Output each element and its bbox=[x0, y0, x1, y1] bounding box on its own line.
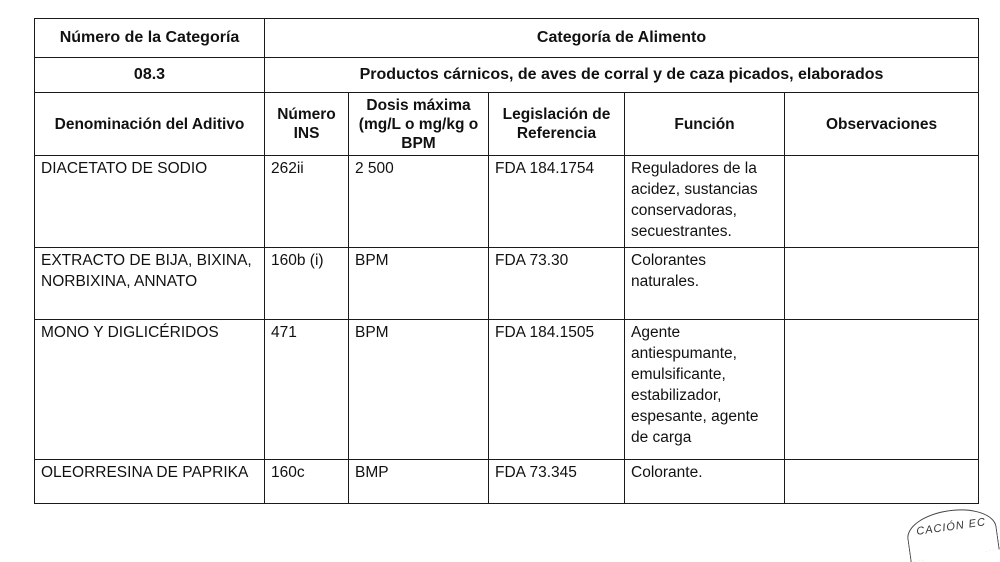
category-row bbox=[35, 58, 979, 93]
col-header-max-dose: Dosis máxima (mg/L o mg/kg o BPM bbox=[349, 93, 489, 156]
reference-legislation: FDA 184.1505 bbox=[489, 320, 625, 460]
additive-name: EXTRACTO DE BIJA, BIXINA, NORBIXINA, ANNATO bbox=[35, 248, 265, 320]
additive-function: Reguladores de la acidez, sustancias conservadoras, secuestrantes. bbox=[625, 156, 785, 248]
reference-legislation: FDA 184.1754 bbox=[489, 156, 625, 248]
additive-name: OLEORRESINA DE PAPRIKA bbox=[35, 460, 265, 504]
max-dose: BMP bbox=[349, 460, 489, 504]
food-category-label: Categoría de Alimento bbox=[265, 19, 979, 58]
additive-function: Agente antiespumante, emulsificante, estabilizador, espesante, agente de carga bbox=[625, 320, 785, 460]
ins-number: 262ii bbox=[265, 156, 349, 248]
max-dose: 2 500 bbox=[349, 156, 489, 248]
additive-function: Colorante. bbox=[625, 460, 785, 504]
additive-observations bbox=[785, 460, 979, 504]
ins-number: 160c bbox=[265, 460, 349, 504]
ins-number: 471 bbox=[265, 320, 349, 460]
col-header-additive-name: Denominación del Aditivo bbox=[35, 93, 265, 156]
table-row bbox=[35, 248, 979, 320]
additive-observations bbox=[785, 156, 979, 248]
col-header-reference-legislation: Legislación de Referencia bbox=[489, 93, 625, 156]
reference-legislation: FDA 73.30 bbox=[489, 248, 625, 320]
table-row bbox=[35, 156, 979, 248]
additive-name: MONO Y DIGLICÉRIDOS bbox=[35, 320, 265, 460]
category-number-label: Número de la Categoría bbox=[35, 19, 265, 58]
col-header-ins-number: Número INS bbox=[265, 93, 349, 156]
additive-function: Colorantes naturales. bbox=[625, 248, 785, 320]
column-header-row bbox=[35, 93, 979, 156]
reference-legislation: FDA 73.345 bbox=[489, 460, 625, 504]
food-additives-table bbox=[34, 18, 979, 504]
table-row bbox=[35, 320, 979, 460]
max-dose: BPM bbox=[349, 320, 489, 460]
col-header-observations: Observaciones bbox=[785, 93, 979, 156]
category-header-row bbox=[35, 19, 979, 58]
additive-observations bbox=[785, 248, 979, 320]
official-stamp: CACIÓN EC bbox=[904, 504, 1000, 562]
category-name: Productos cárnicos, de aves de corral y de caza picados, elaborados bbox=[265, 58, 979, 93]
additive-observations bbox=[785, 320, 979, 460]
col-header-function: Función bbox=[625, 93, 785, 156]
table-row bbox=[35, 460, 979, 504]
additive-name: DIACETATO DE SODIO bbox=[35, 156, 265, 248]
category-number: 08.3 bbox=[35, 58, 265, 93]
ins-number: 160b (i) bbox=[265, 248, 349, 320]
max-dose: BPM bbox=[349, 248, 489, 320]
